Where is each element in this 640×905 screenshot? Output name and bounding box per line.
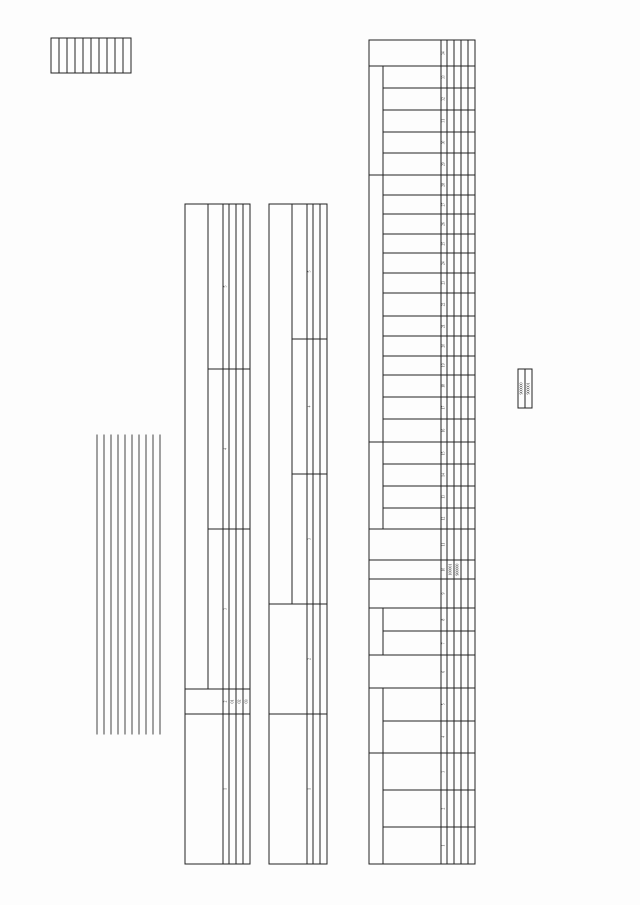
cell <box>454 66 461 88</box>
code-cell <box>123 38 131 73</box>
cell <box>313 339 320 474</box>
cell <box>243 204 250 369</box>
col-num: 30 <box>441 132 447 154</box>
cell <box>454 195 461 215</box>
cell <box>313 474 320 604</box>
cell <box>454 790 461 827</box>
cell <box>320 204 327 339</box>
col-ofzf-sub <box>383 356 441 376</box>
cell <box>468 110 475 132</box>
fill-line <box>160 435 161 735</box>
cell <box>454 632 461 656</box>
group-amount <box>269 204 292 604</box>
cell <box>461 175 468 195</box>
cell <box>468 486 475 508</box>
cell <box>447 397 454 419</box>
col-num: 10 <box>441 560 447 580</box>
cell <box>461 419 468 443</box>
cell <box>313 604 320 714</box>
cell <box>468 40 475 66</box>
cell <box>447 827 454 864</box>
col-num: 4 <box>441 721 447 754</box>
col-num: 26 <box>441 214 447 234</box>
cell <box>461 632 468 656</box>
cell <box>236 369 243 529</box>
code-cell <box>59 38 67 73</box>
col-num: 28 <box>441 175 447 195</box>
rotated-page <box>21 30 621 875</box>
fill-line <box>139 435 140 735</box>
col-ozp-sub <box>383 110 441 132</box>
col-num: 4 <box>307 339 313 474</box>
cell <box>447 336 454 356</box>
cell <box>461 486 468 508</box>
cell <box>468 273 475 293</box>
fill-line <box>132 435 133 735</box>
cell <box>454 442 461 464</box>
cell <box>313 204 320 339</box>
cell <box>447 508 454 530</box>
table-row <box>447 40 454 864</box>
cell <box>447 293 454 317</box>
fill-line <box>97 435 98 735</box>
cell <box>236 204 243 369</box>
col-unit <box>369 608 383 656</box>
col-num: 16 <box>441 419 447 443</box>
code-cell <box>75 38 83 73</box>
cell <box>447 153 454 175</box>
cell <box>447 234 454 254</box>
col-year <box>208 369 223 529</box>
col-code <box>269 604 307 714</box>
col-year <box>208 529 223 689</box>
row-code: 01 <box>229 689 236 714</box>
cell <box>468 397 475 419</box>
col-ofzf-sub <box>383 253 441 273</box>
col-num: 2 <box>307 604 313 714</box>
col-num: 3 <box>441 753 447 790</box>
cell <box>461 688 468 721</box>
total-code: 900001 <box>525 369 532 408</box>
cell <box>454 356 461 376</box>
cell <box>468 464 475 486</box>
col-ofzf <box>369 175 383 442</box>
cell <box>447 132 454 154</box>
cell <box>243 369 250 529</box>
col-ofzf-sub <box>383 273 441 293</box>
col-service-sub <box>383 753 441 790</box>
col-indicator-sub <box>383 688 441 721</box>
cell <box>461 195 468 215</box>
col-ofzf-sub <box>383 397 441 419</box>
cell <box>454 688 461 721</box>
col-num: 11 <box>441 529 447 559</box>
cell <box>468 356 475 376</box>
col-num: 3 <box>307 474 313 604</box>
col-volume <box>369 579 441 607</box>
table-row <box>468 40 475 864</box>
col-num: 29 <box>441 153 447 175</box>
col-ofz-sub <box>383 508 441 530</box>
cell <box>468 827 475 864</box>
col-ofzf-sub <box>383 336 441 356</box>
cell <box>468 688 475 721</box>
cell <box>468 214 475 234</box>
cell <box>468 442 475 464</box>
col-num: 5 <box>223 204 229 369</box>
cell <box>461 827 468 864</box>
col-num: 23 <box>441 273 447 293</box>
cell <box>454 827 461 864</box>
cell <box>447 175 454 195</box>
col-sum <box>369 529 441 559</box>
cell <box>461 153 468 175</box>
cell <box>461 234 468 254</box>
cell <box>447 253 454 273</box>
fill-line <box>125 435 126 735</box>
cell <box>447 356 454 376</box>
col-code <box>369 560 441 580</box>
cell <box>461 721 468 754</box>
col-ozp-sub <box>383 88 441 110</box>
cell <box>468 753 475 790</box>
col-ofz-sub <box>383 442 441 464</box>
code-cell <box>107 38 115 73</box>
cell <box>454 88 461 110</box>
cell <box>320 714 327 864</box>
col-num: 12 <box>441 508 447 530</box>
col-name <box>185 714 223 864</box>
col-num: 7 <box>441 632 447 656</box>
cell <box>447 66 454 88</box>
document-title <box>57 255 60 815</box>
cell <box>454 397 461 419</box>
cell <box>468 153 475 175</box>
col-num: 5 <box>307 204 313 339</box>
cell <box>468 293 475 317</box>
cell <box>468 375 475 397</box>
col-num: 6 <box>441 655 447 688</box>
cell <box>468 336 475 356</box>
cell <box>320 604 327 714</box>
col-num: 20 <box>441 336 447 356</box>
cell <box>468 608 475 632</box>
cell <box>461 316 468 336</box>
cell <box>468 234 475 254</box>
cell <box>454 753 461 790</box>
cell <box>454 464 461 486</box>
col-num: 4 <box>223 369 229 529</box>
col-num: 8 <box>441 608 447 632</box>
cell <box>468 790 475 827</box>
cell <box>454 214 461 234</box>
cell <box>454 486 461 508</box>
fill-line <box>111 435 112 735</box>
cell <box>454 508 461 530</box>
cell: 100001 <box>447 560 454 580</box>
col-num: 5 <box>441 688 447 721</box>
cell <box>468 419 475 443</box>
cell <box>461 753 468 790</box>
cell: 900000 <box>454 560 461 580</box>
cell <box>454 608 461 632</box>
col-ofz <box>369 442 383 529</box>
cell <box>447 442 454 464</box>
cell <box>468 253 475 273</box>
col-num: 31 <box>441 110 447 132</box>
col-ozp-sub <box>383 153 441 175</box>
codes-table <box>51 38 132 74</box>
col-ofzf-sub <box>383 214 441 234</box>
cell <box>447 608 454 632</box>
cell <box>447 486 454 508</box>
cell <box>461 66 468 88</box>
col-year <box>292 339 307 474</box>
cell <box>461 375 468 397</box>
cell <box>468 721 475 754</box>
cell <box>468 132 475 154</box>
cell <box>461 608 468 632</box>
cell <box>468 66 475 88</box>
cell <box>447 375 454 397</box>
col-ofzf-sub <box>383 175 441 195</box>
totals-table <box>518 369 533 409</box>
cell <box>447 273 454 293</box>
col-year <box>292 204 307 339</box>
col-indicator <box>369 688 383 753</box>
cell <box>447 195 454 215</box>
cell <box>468 655 475 688</box>
cell <box>461 579 468 607</box>
cell <box>461 790 468 827</box>
col-last <box>369 40 441 66</box>
col-num: 19 <box>441 356 447 376</box>
cell <box>461 40 468 66</box>
col-norm <box>369 655 441 688</box>
cell <box>468 508 475 530</box>
col-year <box>292 474 307 604</box>
cell <box>461 253 468 273</box>
cell <box>454 273 461 293</box>
row-name <box>236 714 243 864</box>
col-code <box>185 689 223 714</box>
code-cell <box>115 38 123 73</box>
cell <box>229 204 236 369</box>
col-num: 17 <box>441 397 447 419</box>
col-num: 1 <box>223 714 229 864</box>
cell <box>461 464 468 486</box>
section2-1-table <box>369 40 476 865</box>
cell <box>461 214 468 234</box>
fill-line <box>118 435 119 735</box>
cell <box>320 474 327 604</box>
cell <box>468 579 475 607</box>
col-num: 24 <box>441 253 447 273</box>
col-num: 32 <box>441 88 447 110</box>
col-ofzf-sub <box>383 316 441 336</box>
cell <box>447 316 454 336</box>
cell <box>447 214 454 234</box>
fill-line <box>104 435 105 735</box>
cell <box>454 419 461 443</box>
cell <box>243 529 250 689</box>
cell <box>454 40 461 66</box>
row-name <box>243 714 250 864</box>
row-code: 02 <box>236 689 243 714</box>
cell <box>454 234 461 254</box>
cell <box>461 397 468 419</box>
col-unit-sub <box>383 608 441 632</box>
cell <box>454 375 461 397</box>
col-ofz-sub <box>383 486 441 508</box>
cell <box>461 132 468 154</box>
col-ofzf-sub <box>383 234 441 254</box>
table-row <box>461 40 468 864</box>
section1-table <box>185 204 251 865</box>
cell <box>447 753 454 790</box>
col-ozp-sub <box>383 66 441 88</box>
col-ofzf-sub <box>383 293 441 317</box>
col-num: 15 <box>441 442 447 464</box>
cell <box>454 253 461 273</box>
cell <box>454 316 461 336</box>
cell <box>313 714 320 864</box>
code-cell <box>83 38 91 73</box>
cell <box>236 529 243 689</box>
cell <box>447 579 454 607</box>
cell <box>461 560 468 580</box>
col-service-sub <box>383 827 441 864</box>
col-num: 25 <box>441 234 447 254</box>
cell <box>454 721 461 754</box>
col-num: 33 <box>441 66 447 88</box>
cell <box>468 175 475 195</box>
cell <box>461 529 468 559</box>
cell <box>447 721 454 754</box>
cell <box>447 632 454 656</box>
code-cell <box>91 38 99 73</box>
col-num: 13 <box>441 486 447 508</box>
total-code: 900000 <box>518 369 525 408</box>
cell <box>468 195 475 215</box>
col-num: 3 <box>223 529 229 689</box>
col-num: 34 <box>441 40 447 66</box>
cell <box>454 529 461 559</box>
col-num: 2 <box>223 689 229 714</box>
cell <box>454 579 461 607</box>
section1-1-table <box>269 204 328 865</box>
row-name <box>229 714 236 864</box>
cell <box>454 110 461 132</box>
cell <box>461 293 468 317</box>
col-num: 22 <box>441 293 447 317</box>
cell <box>461 336 468 356</box>
cell <box>320 339 327 474</box>
cell <box>454 153 461 175</box>
cell <box>468 316 475 336</box>
fill-line <box>146 435 147 735</box>
cell <box>454 655 461 688</box>
cell <box>461 442 468 464</box>
code-cell <box>67 38 75 73</box>
cell <box>468 632 475 656</box>
col-name <box>269 714 307 864</box>
cell <box>461 88 468 110</box>
cell <box>454 132 461 154</box>
group-amount <box>185 204 208 689</box>
cell <box>447 88 454 110</box>
col-num: 2 <box>441 790 447 827</box>
cell <box>461 508 468 530</box>
col-num: 27 <box>441 195 447 215</box>
col-num: 1 <box>441 827 447 864</box>
col-ozp <box>369 66 383 175</box>
code-cell <box>99 38 107 73</box>
col-service <box>369 753 383 864</box>
col-num: 14 <box>441 464 447 486</box>
table-row <box>454 40 461 864</box>
row-code: 03 <box>243 689 250 714</box>
cell <box>454 293 461 317</box>
col-ofz-sub <box>383 464 441 486</box>
cell <box>447 790 454 827</box>
cell <box>229 369 236 529</box>
cell <box>447 419 454 443</box>
codes-header <box>51 38 59 73</box>
cell <box>447 464 454 486</box>
col-unit-sub <box>383 632 441 656</box>
col-ofzf-sub <box>383 375 441 397</box>
fill-line <box>153 435 154 735</box>
cell <box>461 110 468 132</box>
cell <box>461 356 468 376</box>
cell <box>468 88 475 110</box>
col-ofzf-sub <box>383 419 441 443</box>
cell <box>447 40 454 66</box>
cell <box>229 529 236 689</box>
cell <box>447 688 454 721</box>
col-year <box>208 204 223 369</box>
cell <box>468 560 475 580</box>
cell <box>454 336 461 356</box>
col-ofzf-sub <box>383 195 441 215</box>
col-num: 21 <box>441 316 447 336</box>
cell <box>447 110 454 132</box>
cell <box>447 529 454 559</box>
col-ozp-sub <box>383 132 441 154</box>
cell <box>447 655 454 688</box>
cell <box>461 655 468 688</box>
col-num: 9 <box>441 579 447 607</box>
cell <box>454 175 461 195</box>
col-num: 1 <box>307 714 313 864</box>
cell <box>468 529 475 559</box>
col-num: 18 <box>441 375 447 397</box>
col-indicator-sub <box>383 721 441 754</box>
cell <box>461 273 468 293</box>
col-service-sub <box>383 790 441 827</box>
